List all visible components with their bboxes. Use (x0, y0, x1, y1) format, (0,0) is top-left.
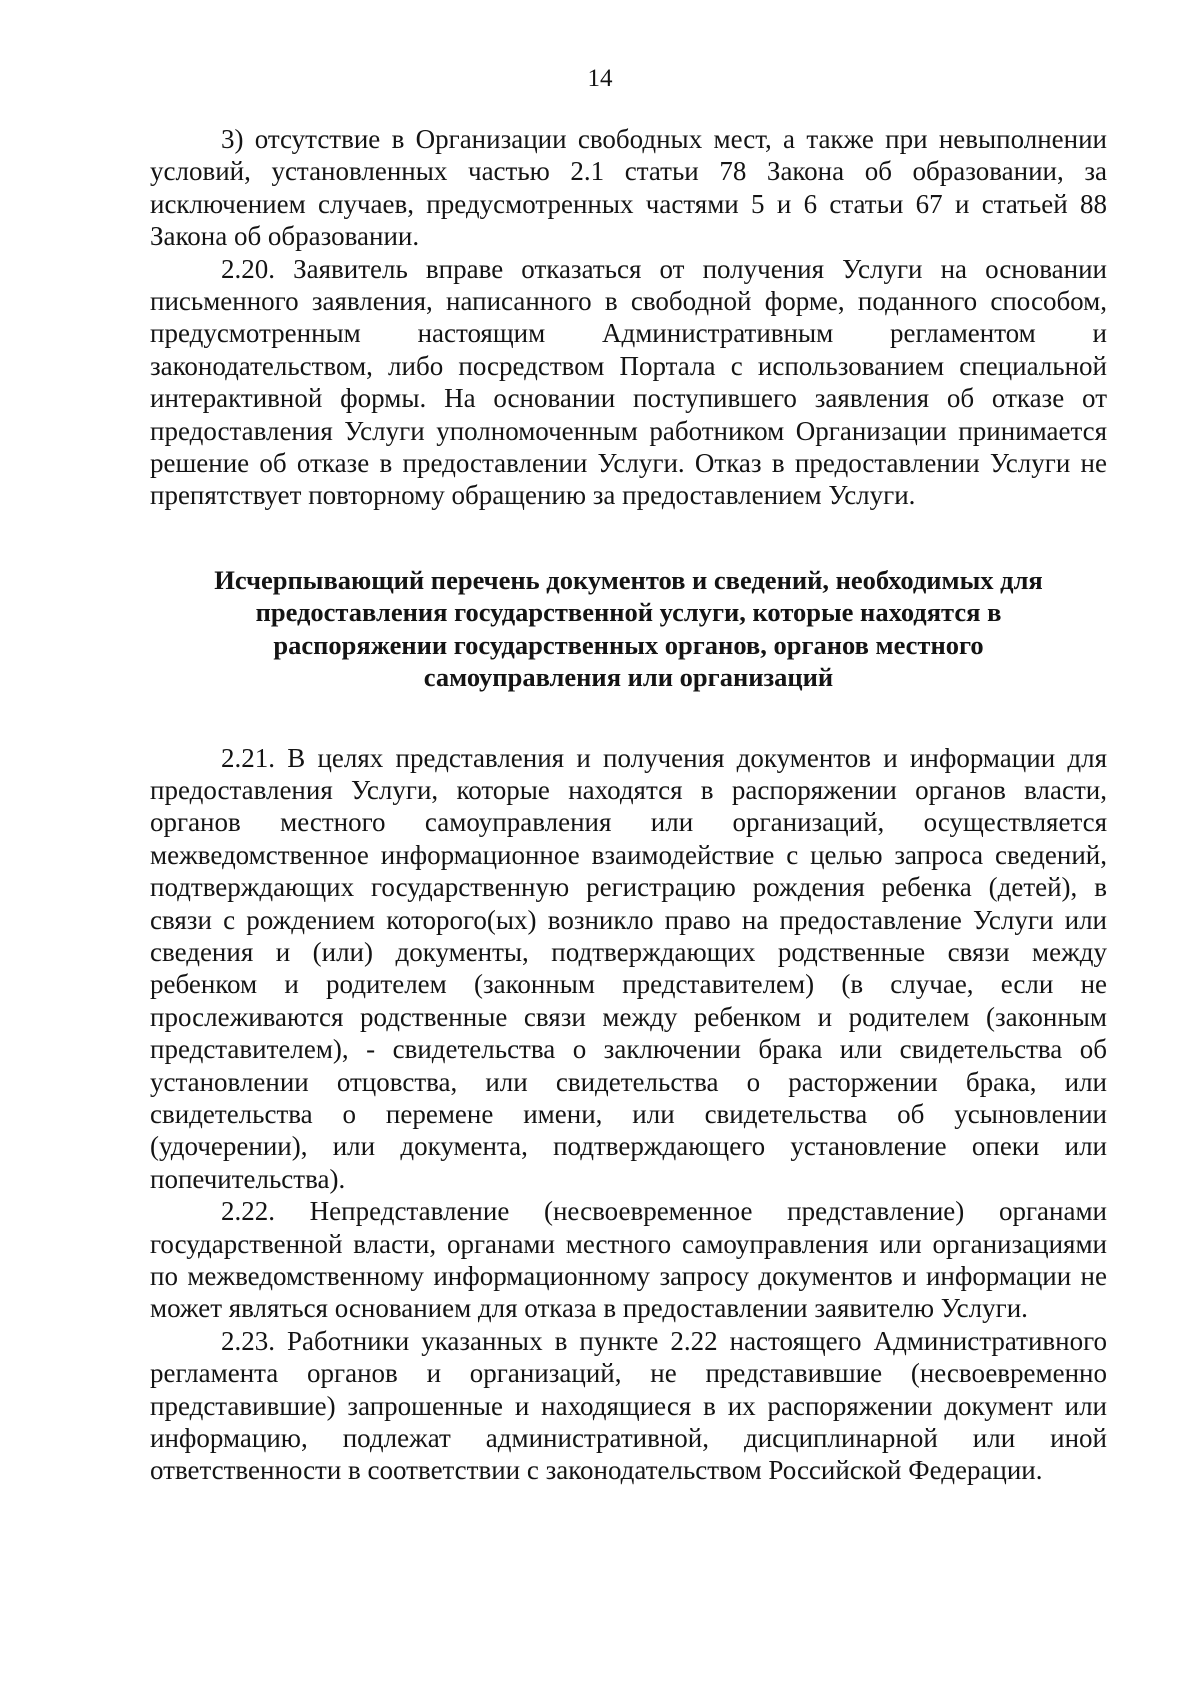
section-heading: Исчерпывающий перечень документов и сведений, необходимых для предоставления государственной услуги, которые находятся в распоряжении государственных органов, органов местного самоуправления или организаций (214, 564, 1043, 693)
document-body (150, 123, 1107, 1487)
paragraph-2-21: 2.21. В целях представления и получения документов и информации для предоставления Услуги, которые находятся в распоряжении органов власти, органов местного самоуправления или организаций, осуществляется межведомственное информационное взаимодействие с целью запроса сведений, подтверждающих государственную регистрацию рождения ребенка (детей), в связи с рождением которого(ых) возникло право на предоставление Услуги или сведения и (или) документы, подтверждающих родственные связи между ребенком и родителем (законным представителем) (в случае, если не прослеживаются родственные связи между ребенком и родителем (законным представителем), - свидетельства о заключении брака или свидетельства об установлении отцовства, или свидетельства о расторжении брака, или свидетельства о перемене имени, или свидетельства об усыновлении (удочерении), или документа, подтверждающего установление опеки или попечительства). (150, 742, 1107, 1194)
paragraph-2-22: 2.22. Непредставление (несвоевременное представление) органами государственной власти, органами местного самоуправления или организациями по межведомственному информационному запросу документов и информации не может являться основанием для отказа в предоставлении заявителю Услуги. (150, 1196, 1107, 1324)
paragraph-item-3: 3) отсутствие в Организации свободных мест, а также при невыполнении условий, установленных частью 2.1 статьи 78 Закона об образовании, за исключением случаев, предусмотренных частями 5 и 6 статьи 67 и статьей 88 Закона об образовании. (150, 124, 1107, 252)
page-number: 14 (587, 65, 613, 92)
paragraph-2-23: 2.23. Работники указанных в пункте 2.22 настоящего Административного регламента органов и организаций, не представившие (несвоевременно представившие) запрошенные и находящиеся в их распоряжении документ или информацию, подлежат административной, дисциплинарной или иной ответственности в соответствии с законодательством Российской Федерации. (150, 1325, 1107, 1486)
paragraph-2-20: 2.20. Заявитель вправе отказаться от получения Услуги на основании письменного заявления, написанного в свободной форме, поданного способом, предусмотренным настоящим Административным регламентом и законодательством, либо посредством Портала с использованием специальной интерактивной формы. На основании поступившего заявления об отказе от предоставления Услуги уполномоченным работником Организации принимается решение об отказе в предоставлении Услуги. Отказ в предоставлении Услуги не препятствует повторному обращению за предоставлением Услуги. (150, 253, 1107, 511)
